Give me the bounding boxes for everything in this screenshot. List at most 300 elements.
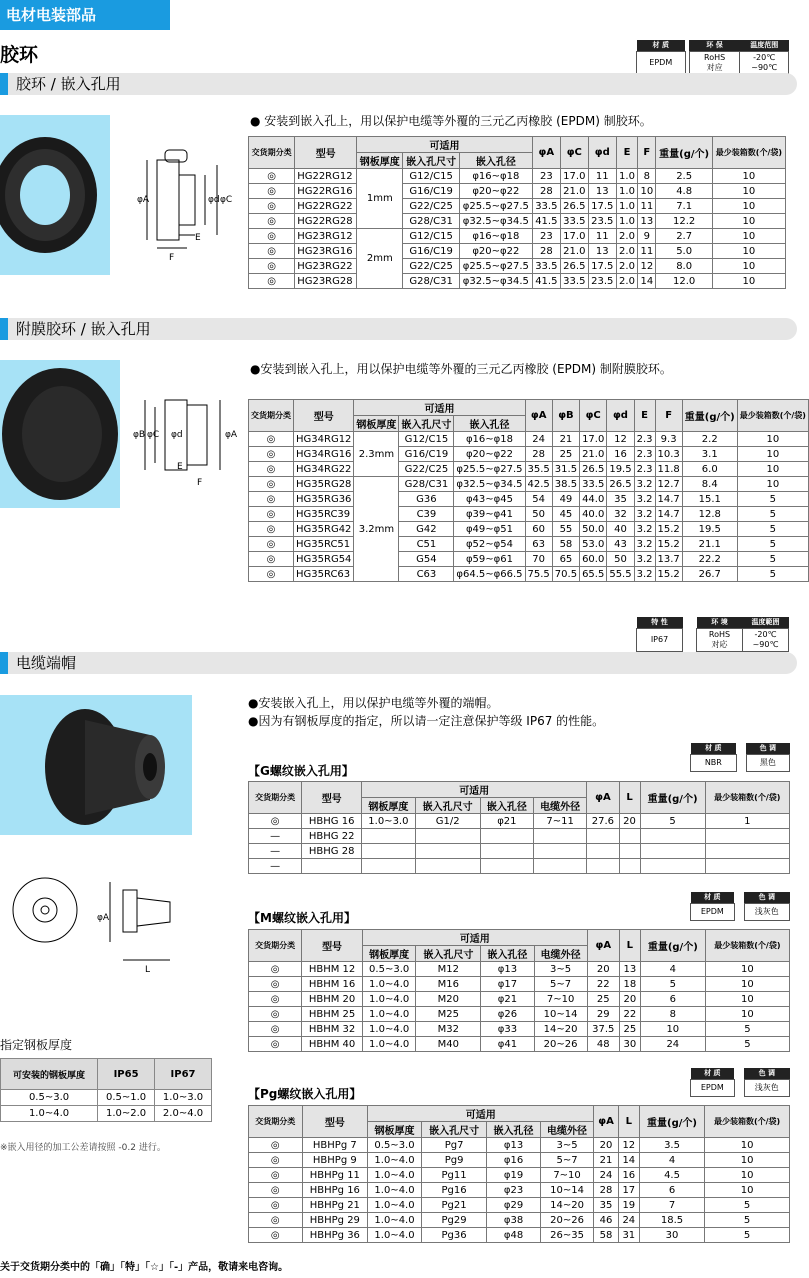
table-row (249, 274, 786, 289)
table-cell: 28 (525, 447, 552, 462)
table-cell (640, 829, 705, 844)
table-cell: 33.5 (560, 274, 588, 289)
table-cell: 2.0 (616, 244, 637, 259)
table-cell: 18 (619, 977, 640, 992)
table-cell: ◎ (249, 259, 295, 274)
table-cell: ◎ (249, 567, 294, 582)
table-cell: 23.5 (588, 214, 616, 229)
table-cell: Pg7 (421, 1138, 486, 1153)
table-cell: 10 (705, 1138, 790, 1153)
table-cell: 33.5 (532, 199, 560, 214)
table-cell: ◎ (249, 169, 295, 184)
col-header: 最少装箱数(个/袋) (737, 400, 808, 432)
table-cell: ◎ (249, 1183, 303, 1198)
table-cell: 10 (638, 184, 656, 199)
table-cell: ◎ (249, 522, 294, 537)
thickness-title: 指定钢板厚度 (0, 1038, 73, 1052)
table-row (249, 447, 809, 462)
table-cell: 5 (640, 814, 705, 829)
table-cell: 26.5 (607, 477, 634, 492)
table-cell: 45 (552, 507, 579, 522)
table-row (249, 1228, 790, 1243)
table-cell (640, 844, 705, 859)
table-cell: 17.0 (580, 432, 607, 447)
table-cell: 2.7 (656, 229, 712, 244)
table-cell: 32 (607, 507, 634, 522)
table-cell: ◎ (249, 1198, 303, 1213)
table-cell: HBHPg 29 (302, 1213, 368, 1228)
table-cell: M12 (416, 962, 481, 977)
table-cell: 26.5 (580, 462, 607, 477)
table-cell: ◎ (249, 184, 295, 199)
table-cell: 17.5 (588, 199, 616, 214)
table-cell: 25 (552, 447, 579, 462)
table-cell: 21.0 (560, 244, 588, 259)
table-cell: 55.5 (607, 567, 634, 582)
table-cell: 21 (594, 1153, 618, 1168)
table-cell: 26.7 (682, 567, 737, 582)
table-cell: φ16 (487, 1153, 541, 1168)
table-cell: 15.2 (655, 567, 682, 582)
table-cell: C63 (399, 567, 454, 582)
table-cell: 21.1 (682, 537, 737, 552)
table-cell: 11 (588, 229, 616, 244)
table-cell: HG35RG28 (294, 477, 354, 492)
dim-label: E (177, 462, 183, 472)
table-cell: 10 (712, 274, 785, 289)
table-cell: 0.5~3.0 (362, 962, 415, 977)
table-cell: φ38 (487, 1213, 541, 1228)
col-header: 钢板厚度 (362, 798, 416, 814)
table-row (249, 244, 786, 259)
table-cell: Pg29 (421, 1213, 486, 1228)
dim-label: φd (208, 195, 220, 205)
table-cell: 5 (737, 567, 808, 582)
table-cell: φ33 (481, 1022, 534, 1037)
table-cell: 63 (525, 537, 552, 552)
col-header: 嵌入孔径 (481, 946, 534, 962)
table-cell: 2mm (357, 229, 403, 289)
table-cell: 5 (640, 977, 705, 992)
table-cell: 7~10 (540, 1168, 594, 1183)
table-cell: HG22RG22 (295, 199, 357, 214)
table-cell: φ16~φ18 (454, 432, 525, 447)
table-cell: 14.7 (655, 507, 682, 522)
table-cell: G42 (399, 522, 454, 537)
table-cell: φ32.5~φ34.5 (454, 477, 525, 492)
product-table (248, 136, 786, 289)
subheading: 【G螺纹嵌入孔用】 (248, 764, 354, 778)
table-cell: φ41 (481, 1037, 534, 1052)
table-cell: ◎ (249, 462, 294, 477)
table-cell: HG35RG54 (294, 552, 354, 567)
dim-label: E (195, 233, 201, 243)
table-cell: 7.1 (656, 199, 712, 214)
spec-header: 色 调 (744, 1068, 789, 1080)
col-header: φB (552, 400, 579, 432)
table-cell: 12.0 (656, 274, 712, 289)
table-row (1, 1090, 212, 1106)
table-cell: HBHM 32 (302, 1022, 363, 1037)
table-cell: φ17 (481, 977, 534, 992)
table-cell: 14~20 (540, 1198, 594, 1213)
table-cell: M25 (416, 1007, 481, 1022)
table-cell: 8.4 (682, 477, 737, 492)
col-header: φd (588, 137, 616, 169)
col-header: 重量(g/个) (656, 137, 712, 169)
table-cell: φ16~φ18 (459, 229, 532, 244)
table-cell: φ19 (487, 1168, 541, 1183)
spec-header: 环 境 (697, 617, 743, 629)
product-photo (0, 360, 120, 508)
col-header: 嵌入孔尺寸 (416, 946, 481, 962)
table-cell: 33.5 (560, 214, 588, 229)
table-row (249, 962, 790, 977)
table-cell: HBHM 25 (302, 1007, 363, 1022)
table-cell: 1.0~4.0 (368, 1213, 422, 1228)
table-cell: HG35RC63 (294, 567, 354, 582)
table-cell (480, 829, 533, 844)
col-header: IP65 (98, 1059, 155, 1090)
table-cell: HG22RG28 (295, 214, 357, 229)
table-cell: 75.5 (525, 567, 552, 582)
table-cell: 60 (525, 522, 552, 537)
table-cell: 2.0~4.0 (155, 1106, 212, 1122)
table-row (249, 977, 790, 992)
table-cell: 1.0~3.0 (155, 1090, 212, 1106)
table-cell: 5~7 (534, 977, 587, 992)
table-cell: 40.0 (580, 507, 607, 522)
table-cell: 49 (552, 492, 579, 507)
table-cell: 16 (607, 447, 634, 462)
table-cell: 6 (639, 1183, 704, 1198)
table-cell: HBHPg 9 (302, 1153, 368, 1168)
col-header: φd (607, 400, 634, 432)
table-cell: φ25.5~φ27.5 (459, 259, 532, 274)
col-header: 电缆外径 (534, 798, 587, 814)
dimension-drawing (125, 385, 243, 500)
table-cell: 14 (638, 274, 656, 289)
table-cell: 26.5 (560, 259, 588, 274)
table-cell: 2.0 (616, 274, 637, 289)
table-row (249, 859, 790, 874)
table-cell: 1.0~4.0 (368, 1153, 422, 1168)
table-cell: φ23 (487, 1183, 541, 1198)
section-title: 电缆端帽 (16, 654, 77, 672)
col-header: φC (580, 400, 607, 432)
table-cell: 43 (607, 537, 634, 552)
col-header: L (619, 782, 640, 814)
col-header: 型号 (295, 137, 357, 169)
table-cell: 35.5 (525, 462, 552, 477)
table-cell: G1/2 (415, 814, 480, 829)
spec-value: 浅灰色 (744, 904, 789, 921)
table-cell: 29 (587, 1007, 619, 1022)
table-row (249, 829, 790, 844)
table-cell: 0.5~3.0 (1, 1090, 98, 1106)
table-cell: 15.2 (655, 537, 682, 552)
table-cell: HG23RG16 (295, 244, 357, 259)
table-cell: 70.5 (552, 567, 579, 582)
table-row (249, 1153, 790, 1168)
table-cell: 20 (594, 1138, 618, 1153)
table-cell: 38.5 (552, 477, 579, 492)
table-cell: G12/C15 (399, 432, 454, 447)
table-cell: 10 (712, 259, 785, 274)
table-cell: 50 (525, 507, 552, 522)
table-cell: 17.0 (560, 169, 588, 184)
table-row (1, 1106, 212, 1122)
table-cell: 14~20 (534, 1022, 587, 1037)
table-cell: 1.0~3.0 (362, 814, 416, 829)
table-cell: Pg16 (421, 1183, 486, 1198)
table-cell: HBHM 20 (302, 992, 363, 1007)
table-cell: φ32.5~φ34.5 (459, 214, 532, 229)
product-photo (0, 695, 192, 835)
table-cell: 2.3 (634, 447, 655, 462)
table-cell: HG22RG16 (295, 184, 357, 199)
table-cell: 5 (737, 552, 808, 567)
table-cell: 0.5~3.0 (368, 1138, 422, 1153)
table-cell: 5 (737, 537, 808, 552)
table-cell: 12 (618, 1138, 639, 1153)
table-cell: C39 (399, 507, 454, 522)
table-cell: Pg36 (421, 1228, 486, 1243)
table-cell: G22/C25 (403, 259, 459, 274)
table-row (249, 552, 809, 567)
col-header: 嵌入孔尺寸 (399, 416, 454, 432)
spec-value: NBR (691, 755, 737, 772)
table-cell: 5.0 (656, 244, 712, 259)
table-cell: M40 (416, 1037, 481, 1052)
table-cell: G12/C15 (403, 169, 459, 184)
table-cell: ◎ (249, 507, 294, 522)
table-row (249, 229, 786, 244)
table-cell: 2.3 (634, 432, 655, 447)
table-cell: HG35RC39 (294, 507, 354, 522)
table-cell: HG34RG22 (294, 462, 354, 477)
table-cell (705, 859, 789, 874)
table-row (249, 507, 809, 522)
table-cell: 5 (705, 1022, 789, 1037)
table-cell: φ21 (481, 992, 534, 1007)
table-cell: 10 (712, 184, 785, 199)
dim-label: φA (97, 913, 110, 923)
table-cell: HBHPg 36 (302, 1228, 368, 1243)
table-cell: HG35RG42 (294, 522, 354, 537)
table-row (249, 432, 809, 447)
table-cell: 25 (619, 1022, 640, 1037)
product-table (248, 929, 790, 1052)
table-cell: 17 (618, 1183, 639, 1198)
col-header: 嵌入孔径 (459, 153, 532, 169)
col-header: 钢板厚度 (354, 416, 399, 432)
table-cell: 2.0 (616, 259, 637, 274)
table-cell: 1.0 (616, 169, 637, 184)
table-cell: ◎ (249, 492, 294, 507)
table-cell: G16/C19 (403, 184, 459, 199)
table-cell: 4 (639, 1153, 704, 1168)
table-cell: C51 (399, 537, 454, 552)
dim-label: φd (171, 430, 183, 440)
table-row (249, 992, 790, 1007)
table-cell: 20 (587, 962, 619, 977)
table-cell (362, 844, 416, 859)
col-header: 可适用 (357, 137, 533, 153)
table-cell: 23.5 (588, 274, 616, 289)
col-header: E (616, 137, 637, 169)
table-cell: φ20~φ22 (459, 184, 532, 199)
dimension-drawing (5, 870, 195, 980)
table-cell: 18.5 (639, 1213, 704, 1228)
table-cell: 6.0 (682, 462, 737, 477)
col-header: 重量(g/个) (640, 782, 705, 814)
table-cell (415, 859, 480, 874)
col-header: L (619, 930, 640, 962)
table-cell (619, 829, 640, 844)
table-cell: 11 (638, 199, 656, 214)
table-cell: φ26 (481, 1007, 534, 1022)
table-cell: ◎ (249, 1022, 302, 1037)
table-cell: 55 (552, 522, 579, 537)
table-cell: φ25.5~φ27.5 (454, 462, 525, 477)
table-cell: 2.3mm (354, 432, 399, 477)
table-cell: 1.0 (616, 199, 637, 214)
table-cell: G22/C25 (399, 462, 454, 477)
table-cell: 10 (640, 1022, 705, 1037)
table-cell: HBHG 28 (302, 844, 362, 859)
col-header: 可适用 (354, 400, 525, 416)
footer-note: 关于交货期分类中的「确」「特」「☆」「-」产品，敬请来电咨询。 (0, 1262, 289, 1273)
table-cell: 54 (525, 492, 552, 507)
table-cell: 10 (712, 244, 785, 259)
spec-header: 材 质 (691, 1068, 735, 1080)
table-row (249, 567, 809, 582)
table-cell: 60.0 (580, 552, 607, 567)
table-cell: 1.0~4.0 (362, 1022, 415, 1037)
table-row (249, 259, 786, 274)
table-cell: 11 (638, 244, 656, 259)
subheading: 【Pg螺纹嵌入孔用】 (248, 1087, 362, 1101)
col-header: F (655, 400, 682, 432)
col-header: IP67 (155, 1059, 212, 1090)
col-header: 型号 (302, 782, 362, 814)
table-cell: 13 (638, 214, 656, 229)
table-row (249, 537, 809, 552)
table-cell: 2.5 (656, 169, 712, 184)
table-cell: 31.5 (552, 462, 579, 477)
table-cell: 50 (607, 552, 634, 567)
cable-cap-image (0, 695, 192, 835)
col-header: φA (532, 137, 560, 169)
table-cell: 13.7 (655, 552, 682, 567)
table-cell: 1.0~4.0 (362, 1037, 415, 1052)
table-cell (534, 829, 587, 844)
table-cell: HG34RG12 (294, 432, 354, 447)
table-cell: 41.5 (532, 274, 560, 289)
table-cell: G16/C19 (399, 447, 454, 462)
table-cell: 12.7 (655, 477, 682, 492)
col-header: 钢板厚度 (362, 946, 415, 962)
spec-header: 温度范围 (740, 40, 789, 52)
table-row (249, 169, 786, 184)
section-header (0, 318, 797, 340)
table-cell: φ13 (481, 962, 534, 977)
spec-header: 环 保 (689, 40, 740, 52)
table-cell: ◎ (249, 199, 295, 214)
col-header: 嵌入孔尺寸 (421, 1122, 486, 1138)
table-cell: G28/C31 (403, 274, 459, 289)
col-header: 交货期分类 (249, 1106, 303, 1138)
spec-value: RoHS 对応 (697, 629, 743, 652)
table-cell: HG35RG36 (294, 492, 354, 507)
table-cell: M32 (416, 1022, 481, 1037)
table-cell: 10 (712, 229, 785, 244)
table-cell: 17.0 (560, 229, 588, 244)
table-cell (415, 829, 480, 844)
table-cell: 19.5 (682, 522, 737, 537)
spec-header: 材 质 (691, 743, 737, 755)
table-cell: 30 (619, 1037, 640, 1052)
table-cell: ◎ (249, 432, 294, 447)
col-header: 嵌入孔径 (487, 1122, 541, 1138)
grommet-image (0, 115, 110, 275)
table-cell: HBHPg 16 (302, 1183, 368, 1198)
col-header: 型号 (302, 930, 363, 962)
table-cell: 10 (712, 169, 785, 184)
table-cell: 20 (619, 814, 640, 829)
dim-label: φB (133, 430, 146, 440)
col-header: 可适用 (368, 1106, 594, 1122)
table-cell: HBHM 16 (302, 977, 363, 992)
table-cell: 33.5 (532, 259, 560, 274)
table-cell: 3.2 (634, 492, 655, 507)
table-cell: G28/C31 (399, 477, 454, 492)
table-cell: 1.0~4.0 (368, 1183, 422, 1198)
table-row (249, 844, 790, 859)
col-header: 重量(g/个) (682, 400, 737, 432)
table-cell: 5~7 (540, 1153, 594, 1168)
table-row (249, 1138, 790, 1153)
table-cell: 16 (618, 1168, 639, 1183)
description: ●安装嵌入孔上，用以保护电缆等外覆的端帽。 (248, 696, 499, 710)
table-cell (619, 844, 640, 859)
table-cell: 7~10 (534, 992, 587, 1007)
table-cell: 35 (594, 1198, 618, 1213)
subheading: 【M螺纹嵌入孔用】 (248, 911, 356, 925)
table-cell (705, 844, 789, 859)
table-cell: 27.6 (587, 814, 619, 829)
col-header: E (634, 400, 655, 432)
table-cell: 3.2 (634, 567, 655, 582)
table-cell: 26.5 (560, 199, 588, 214)
table-cell: 5 (705, 1198, 790, 1213)
table-cell: Pg21 (421, 1198, 486, 1213)
table-cell: 31 (618, 1228, 639, 1243)
table-cell: 2.2 (682, 432, 737, 447)
table-row (249, 214, 786, 229)
section-title: 胶环 / 嵌入孔用 (16, 75, 121, 93)
table-cell: 3.2mm (354, 477, 399, 582)
table-cell: 0.5~1.0 (98, 1090, 155, 1106)
col-header: 可安装的钢板厚度 (1, 1059, 98, 1090)
table-cell: 28 (532, 244, 560, 259)
spec-header: 色 调 (744, 892, 789, 904)
table-cell: 20 (619, 992, 640, 1007)
col-header: φA (594, 1106, 618, 1138)
table-cell: 10 (712, 214, 785, 229)
col-header: 型号 (302, 1106, 368, 1138)
